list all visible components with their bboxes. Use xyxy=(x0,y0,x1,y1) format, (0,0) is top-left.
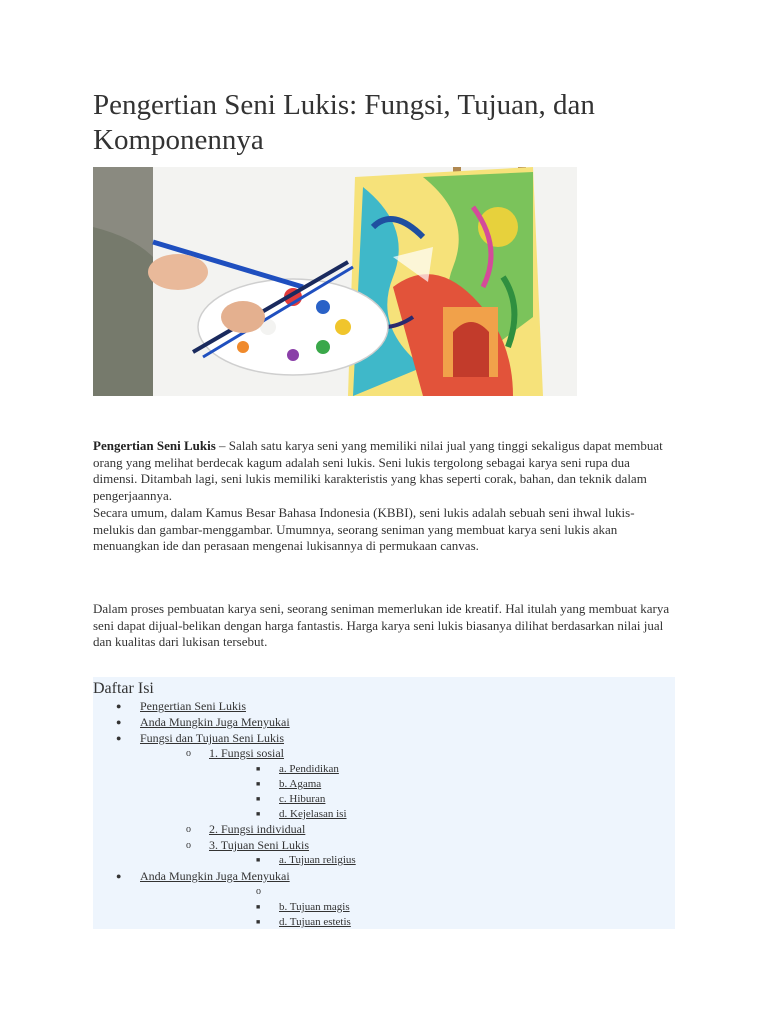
toc-link-fungsi-tujuan[interactable]: Fungsi dan Tujuan Seni Lukis xyxy=(140,731,285,745)
toc-item[interactable] xyxy=(279,915,351,930)
toc-bullet: ● xyxy=(116,701,122,711)
toc-bullet: ● xyxy=(116,871,122,881)
toc-bullet: ■ xyxy=(256,856,261,864)
intro-term: Pengertian Seni Lukis xyxy=(93,438,216,453)
toc-item[interactable] xyxy=(140,869,290,884)
table-of-contents xyxy=(93,677,675,929)
hero-image-painter xyxy=(93,167,577,396)
page-title: Pengertian Seni Lukis: Fungsi, Tujuan, dan Komponennya xyxy=(93,89,595,156)
toc-item[interactable] xyxy=(279,762,339,777)
toc-item[interactable] xyxy=(140,715,290,730)
toc-item[interactable] xyxy=(279,777,321,792)
toc-link-tujuan-estetis[interactable]: d. Tujuan estetis xyxy=(279,916,351,928)
toc-link-anda-mungkin-2[interactable]: Anda Mungkin Juga Menyukai xyxy=(140,869,290,883)
toc-link-tujuan-magis[interactable]: b. Tujuan magis xyxy=(279,901,350,913)
toc-link-kejelasan-isi[interactable]: d. Kejelasan isi xyxy=(279,808,347,820)
painter-illustration xyxy=(93,167,577,396)
toc-item[interactable] xyxy=(140,731,284,746)
toc-item[interactable] xyxy=(279,900,350,915)
toc-bullet: o xyxy=(256,886,261,897)
process-paragraph: Dalam proses pembuatan karya seni, seorang seniman memerlukan ide kreatif. Hal itulah yang membuat karya seni dapat dijual-belikan dengan harga fantastis. Harga karya seni lukis biasanya dilihat berdasarkan nilai jual dan kualitas dari lukisan tersebut. xyxy=(93,601,670,650)
toc-item[interactable] xyxy=(279,807,347,822)
canvas-painting xyxy=(348,167,543,396)
toc-link-tujuan-seni-lukis[interactable]: 3. Tujuan Seni Lukis xyxy=(209,838,310,852)
toc-item[interactable] xyxy=(209,822,305,837)
toc-item[interactable] xyxy=(279,853,356,868)
toc-link-hiburan[interactable]: c. Hiburan xyxy=(279,793,326,805)
toc-bullet: ■ xyxy=(256,903,261,911)
toc-item[interactable] xyxy=(209,746,284,761)
toc-link-agama[interactable]: b. Agama xyxy=(279,778,322,790)
toc-bullet: ■ xyxy=(256,810,261,818)
toc-bullet: o xyxy=(186,824,191,835)
toc-bullet: o xyxy=(186,840,191,851)
toc-link-pendidikan[interactable]: a. Pendidikan xyxy=(279,763,339,775)
toc-link-anda-mungkin[interactable]: Anda Mungkin Juga Menyukai xyxy=(140,715,290,729)
toc-link-tujuan-religius[interactable]: a. Tujuan religius xyxy=(279,854,356,866)
toc-bullet: o xyxy=(186,748,191,759)
intro-text: – Salah satu karya seni yang memiliki nilai jual yang tinggi sekaligus dapat membuat orang yang melihat berdecak kagum adalah seni lukis. Seni lukis tergolong sebagai karya seni rupa dua dimensi. Ditambah lagi, seni lukis memiliki karakteristis yang khas seperti corak, bahan, dan teknik dalam pengerjaannya. xyxy=(93,438,663,504)
kbbi-paragraph: Secara umum, dalam Kamus Besar Bahasa Indonesia (KBBI), seni lukis adalah sebuah seni ihwal lukis-melukis dan gambar-menggambar. Umumnya, seorang seniman yang membuat karya seni lukis akan menuangkan ide dan perasaan mengenai lukisannya di permukaan canvas. xyxy=(93,504,635,554)
intro-paragraph xyxy=(93,438,675,505)
toc-item[interactable] xyxy=(209,838,309,853)
toc-bullet: ■ xyxy=(256,795,261,803)
toc-bullet: ● xyxy=(116,733,122,743)
intro-section xyxy=(93,438,675,555)
toc-link-fungsi-individual[interactable]: 2. Fungsi individual xyxy=(209,822,306,836)
toc-item[interactable] xyxy=(140,699,246,714)
toc-bullet: ● xyxy=(116,717,122,727)
toc-bullet: ■ xyxy=(256,918,261,926)
toc-title: Daftar Isi xyxy=(93,680,154,697)
toc-bullet: ■ xyxy=(256,780,261,788)
toc-item[interactable] xyxy=(279,792,325,807)
toc-link-pengertian[interactable]: Pengertian Seni Lukis xyxy=(140,699,246,713)
toc-bullet: ■ xyxy=(256,765,261,773)
toc-link-fungsi-sosial[interactable]: 1. Fungsi sosial xyxy=(209,746,285,760)
